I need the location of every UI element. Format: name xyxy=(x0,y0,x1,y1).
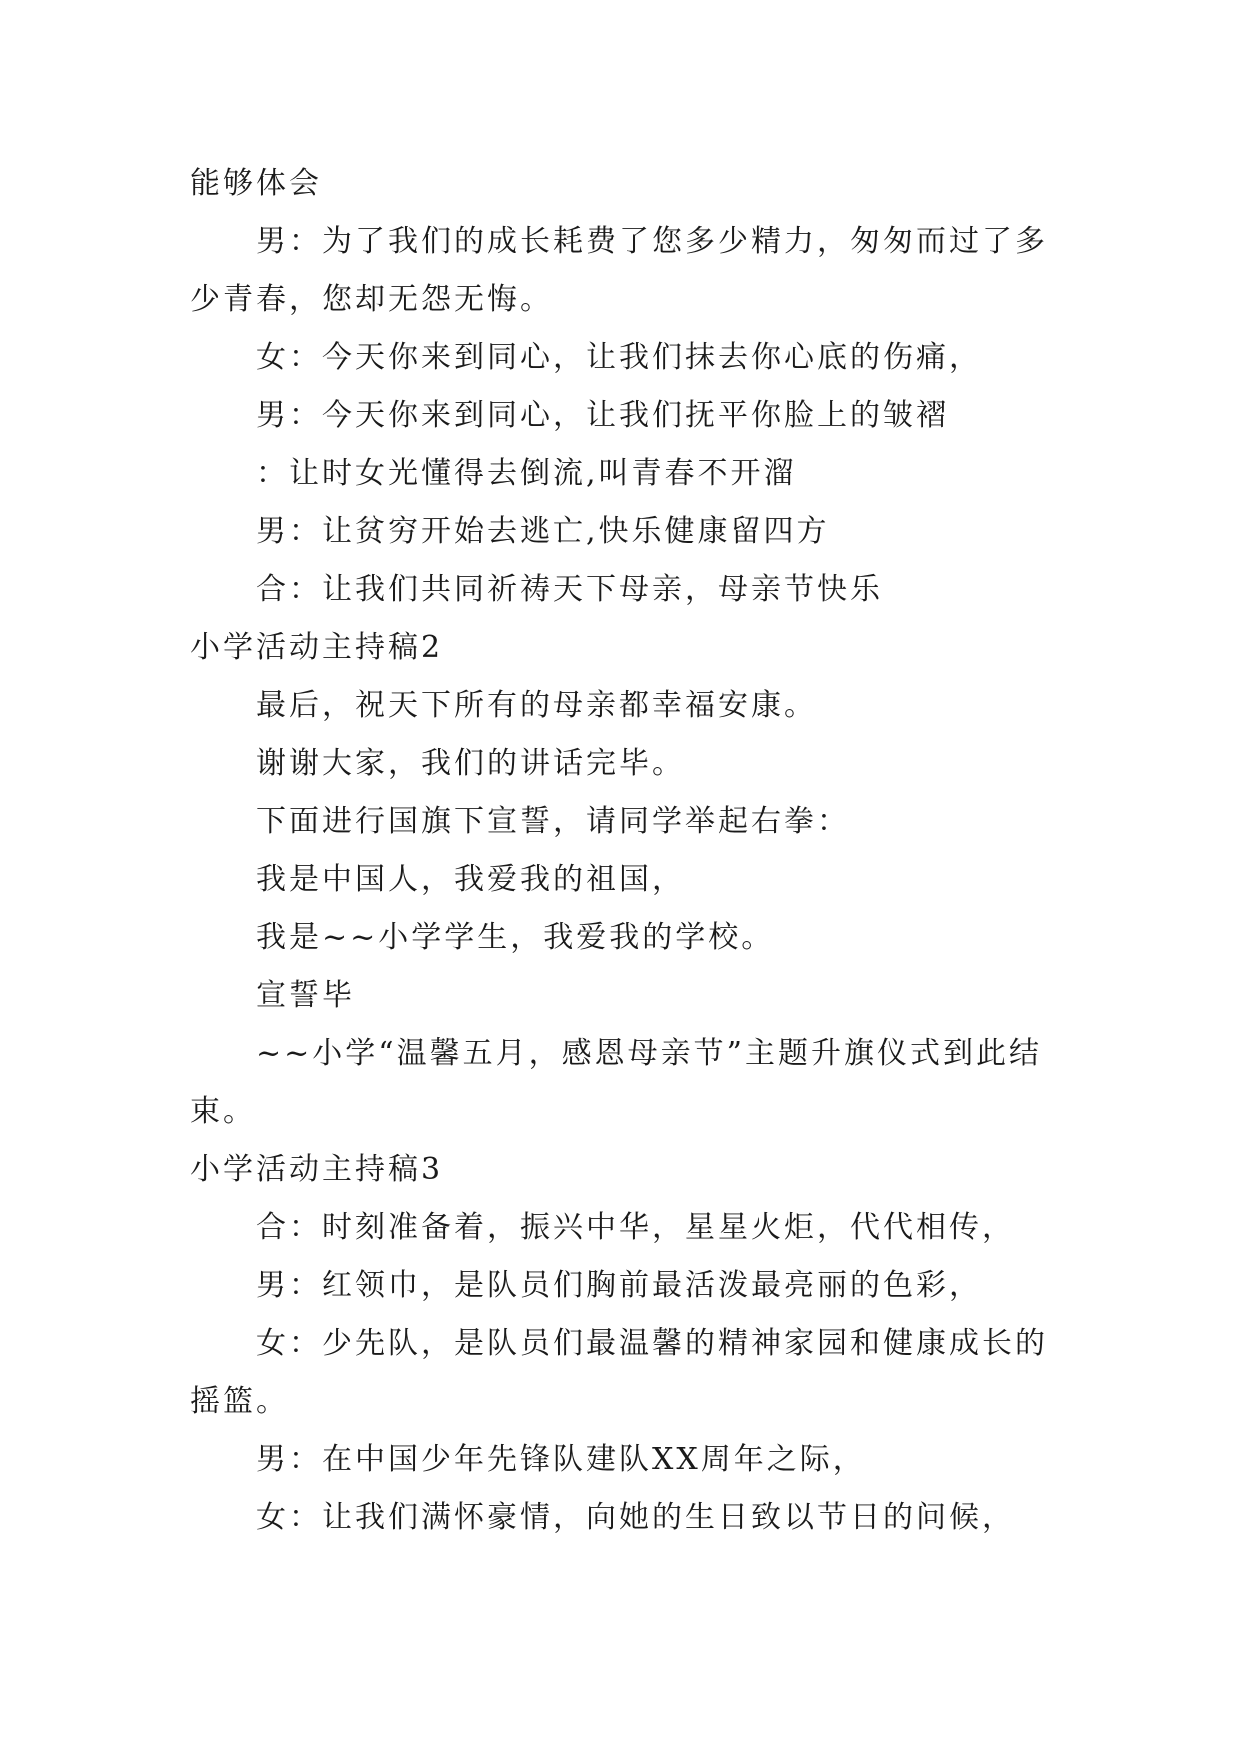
paragraph-line: ：让时女光懂得去倒流,叫青春不开溜 xyxy=(256,456,797,491)
paragraph-line: 最后，祝天下所有的母亲都幸福安康。 xyxy=(256,688,817,723)
paragraph-line: 我是~~小学学生，我爱我的学校。 xyxy=(256,920,775,955)
paragraph-line: 我是中国人，我爱我的祖国， xyxy=(256,862,685,897)
paragraph-line: 男：在中国少年先锋队建队XX周年之际， xyxy=(256,1442,866,1477)
paragraph-line: 女：今天你来到同心，让我们抹去你心底的伤痛， xyxy=(256,340,982,375)
section-heading: 小学活动主持稿2 xyxy=(190,630,444,665)
paragraph-line: 男：为了我们的成长耗费了您多少精力，匆匆而过了多 xyxy=(256,224,1048,259)
paragraph-line: ~~小学“温馨五月，感恩母亲节”主题升旗仪式到此结 xyxy=(256,1036,1042,1071)
paragraph-line: 下面进行国旗下宣誓，请同学举起右拳： xyxy=(256,804,850,839)
paragraph-line: 合：让我们共同祈祷天下母亲，母亲节快乐 xyxy=(256,572,883,607)
paragraph-line: 摇篮。 xyxy=(190,1384,289,1419)
paragraph-line: 男：红领巾，是队员们胸前最活泼最亮丽的色彩， xyxy=(256,1268,982,1303)
paragraph-line: 女：少先队，是队员们最温馨的精神家园和健康成长的 xyxy=(256,1326,1048,1361)
paragraph-line: 少青春，您却无怨无悔。 xyxy=(190,282,553,317)
paragraph-line: 能够体会 xyxy=(190,166,322,201)
section-heading: 小学活动主持稿3 xyxy=(190,1152,444,1187)
paragraph-line: 合：时刻准备着，振兴中华，星星火炬，代代相传， xyxy=(256,1210,1015,1245)
paragraph-line: 女：让我们满怀豪情，向她的生日致以节日的问候， xyxy=(256,1500,1015,1535)
paragraph-line: 男：让贫穷开始去逃亡,快乐健康留四方 xyxy=(256,514,830,549)
paragraph-line: 男：今天你来到同心，让我们抚平你脸上的皱褶 xyxy=(256,398,949,433)
paragraph-line: 谢谢大家，我们的讲话完毕。 xyxy=(256,746,685,781)
paragraph-line: 宣誓毕 xyxy=(256,978,355,1013)
paragraph-line: 束。 xyxy=(190,1094,256,1129)
